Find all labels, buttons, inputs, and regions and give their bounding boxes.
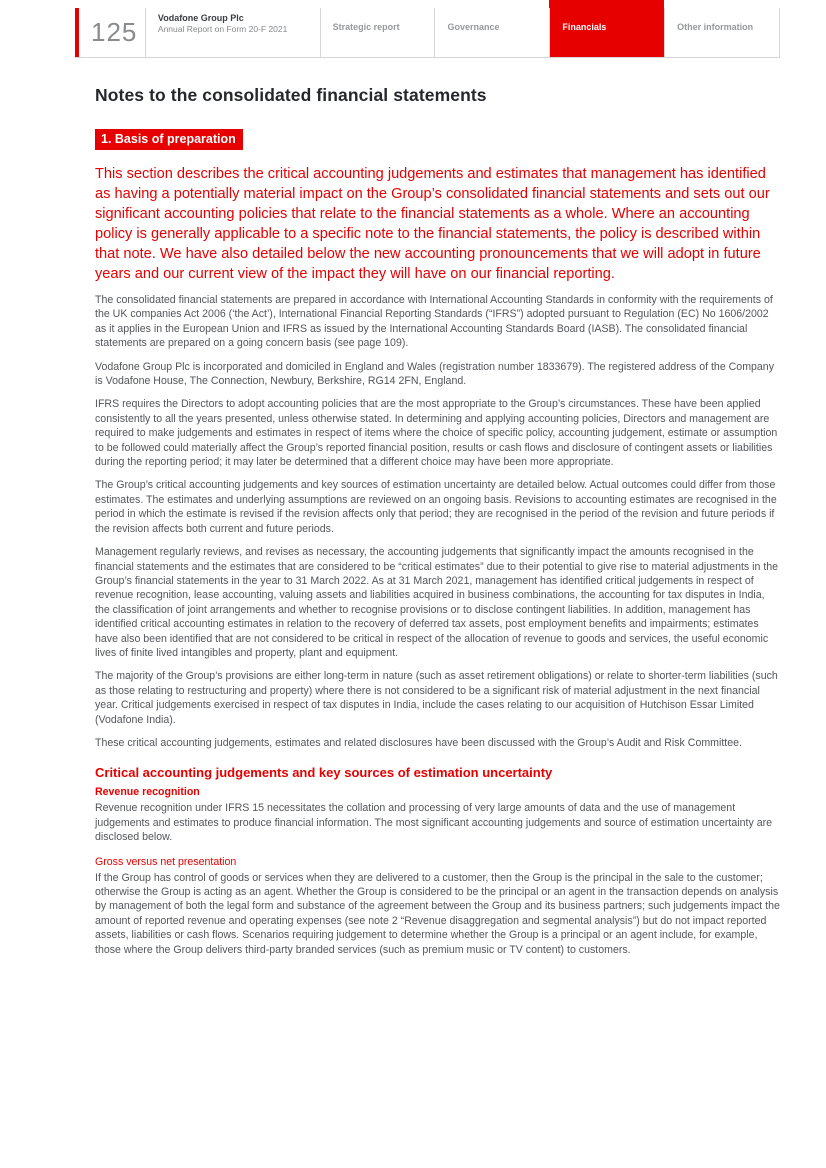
header-row bbox=[75, 8, 780, 57]
body-paragraph-7: These critical accounting judgements, estimates and related disclosures have been discussed with the Group’s Audit and Risk Committee. bbox=[95, 736, 742, 749]
body-paragraph-4: The Group’s critical accounting judgements and key sources of estimation uncertainty are detailed below. Actual outcomes could differ from those estimates. The estimates and underlying assumptions are reviewed on an ongoing basis. Revisions to accounting estimates are recognised in the period in which the estimate is revised if the revision affects only that period; they are recognised in the period of the revision and future periods if the revision affects both current and future periods. bbox=[95, 479, 777, 535]
body-paragraph-5: Management regularly reviews, and revises as necessary, the accounting judgements that significantly impact the amounts recognised in the financial statements and the estimates that are considered to be “critical estimates” due to their potential to give rise to material adjustments in the Group’s financial statements in the year to 31 March 2022. As at 31 March 2021, management has identified critical judgements in respect of revenue recognition, lease accounting, valuing assets and liabilities acquired in business combinations, the accounting for tax disputes in India, the classification of joint arrangements and whether to recognise provisions or to disclose contingent liabilities. In addition, management has identified critical accounting estimates in relation to the recovery of deferred tax assets, post employment benefits and impairments; estimates have also been identified that are not considered to be critical in respect of the allocation of revenue to goods and services, the useful economic lives of finite lived intangibles and property, plant and equipment. bbox=[95, 546, 779, 659]
tab-financials[interactable] bbox=[549, 8, 664, 57]
company-info bbox=[145, 8, 320, 57]
company-name: Vodafone Group Plc bbox=[157, 13, 244, 23]
page-content bbox=[95, 85, 780, 957]
report-name: Annual Report on Form 20-F 2021 bbox=[157, 24, 288, 34]
section-heading-basis-of-preparation: 1. Basis of preparation bbox=[95, 129, 243, 150]
tab-financials-label: Financials bbox=[562, 22, 607, 32]
body-paragraph-1: The consolidated financial statements are prepared in accordance with International Accounting Standards in conformity with the requirements of the UK companies Act 2006 (‘the Act’), International Financial Reporting Standards (“IFRS”) adopted pursuant to Regulation (EC) No 1606/2002 as it applies in the European Union and IFRS as issued by the International Accounting Standards Board (IASB). The consolidated financial statements are prepared on a going concern basis (see page 109). bbox=[95, 294, 773, 350]
tab-other-information[interactable] bbox=[664, 8, 779, 57]
gross-versus-net-body: If the Group has control of goods or services when they are delivered to a customer, then the Group is the principal in the sale to the customer; otherwise the Group is acting as an agent. Whether the Group is considered to be the principal or an agent in the transaction depends on analysis by management of both the legal form and substance of the agreement between the Group and its business partners; such judgements impact the amount of reported revenue and operating expenses (see note 2 “Revenue disaggregation and segmental analysis”) but do not impact reported assets, liabilities or cash flows. Scenarios requiring judgement to determine whether the Group is a principal or an agent include, for example, those where the Group delivers third-party branded services (such as premium music or TV content) to customers. bbox=[95, 871, 780, 956]
page-title: Notes to the consolidated financial statements bbox=[95, 85, 487, 105]
subsection-heading-critical-judgements: Critical accounting judgements and key sources of estimation uncertainty bbox=[95, 765, 553, 781]
revenue-recognition-body: Revenue recognition under IFRS 15 necessitates the collation and processing of very large amounts of data and the use of management judgements and estimates to produce financial information. The most significant accounting judgements and source of estimation uncertainty are disclosed below. bbox=[95, 802, 773, 844]
page-number: 125 bbox=[91, 17, 138, 47]
page-header bbox=[75, 0, 780, 58]
tab-strategic-report[interactable] bbox=[320, 8, 435, 57]
body-paragraph-2: Vodafone Group Plc is incorporated and domiciled in England and Wales (registration number 1833679). The registered address of the Company is Vodafone House, The Connection, Newbury, Berkshire, RG14 2FN, England. bbox=[95, 360, 774, 388]
tab-governance[interactable] bbox=[434, 8, 549, 57]
intro-paragraph: This section describes the critical accounting judgements and estimates that management has identified as having a potentially material impact on the Group’s consolidated financial statements and sets out our significant accounting policies that relate to the financial statements as a whole. Where an accounting policy is generally applicable to a specific note to the financial statements, the policy is described within that note. We have also detailed below the new accounting pronouncements that we will adopt in future years and our current view of the impact they will have on our financial reporting. bbox=[95, 166, 770, 282]
tab-governance-label: Governance bbox=[447, 22, 500, 32]
tab-strategic-report-label: Strategic report bbox=[332, 22, 400, 32]
body-paragraph-3: IFRS requires the Directors to adopt accounting policies that are the most appropriate to the Group’s circumstances. These have been applied consistently to all the years presented, unless otherwise stated. In determining and applying accounting policies, Directors and management are required to make judgements and estimates in respect of items where the choice of specific policy, accounting judgement, estimate or assumption to be followed could materially affect the Group’s reported financial position, results or cash flows and disclosure of contingent assets or liabilities during the reporting period; it may later be determined that a different choice may have been more appropriate. bbox=[95, 398, 778, 469]
heading-gross-versus-net: Gross versus net presentation bbox=[95, 855, 237, 868]
body-paragraph-6: The majority of the Group’s provisions are either long-term in nature (such as asset retirement obligations) or relate to shorter-term liabilities (such as those relating to restructuring and property) where there is not considered to be a significant risk of material adjustment in the next financial year. Critical judgements exercised in respect of tax disputes in India, include the cases relating to our acquisition of Hutchison Essar Limited (Vodafone India). bbox=[95, 670, 778, 726]
heading-revenue-recognition: Revenue recognition bbox=[95, 786, 200, 799]
tab-other-information-label: Other information bbox=[677, 22, 754, 32]
